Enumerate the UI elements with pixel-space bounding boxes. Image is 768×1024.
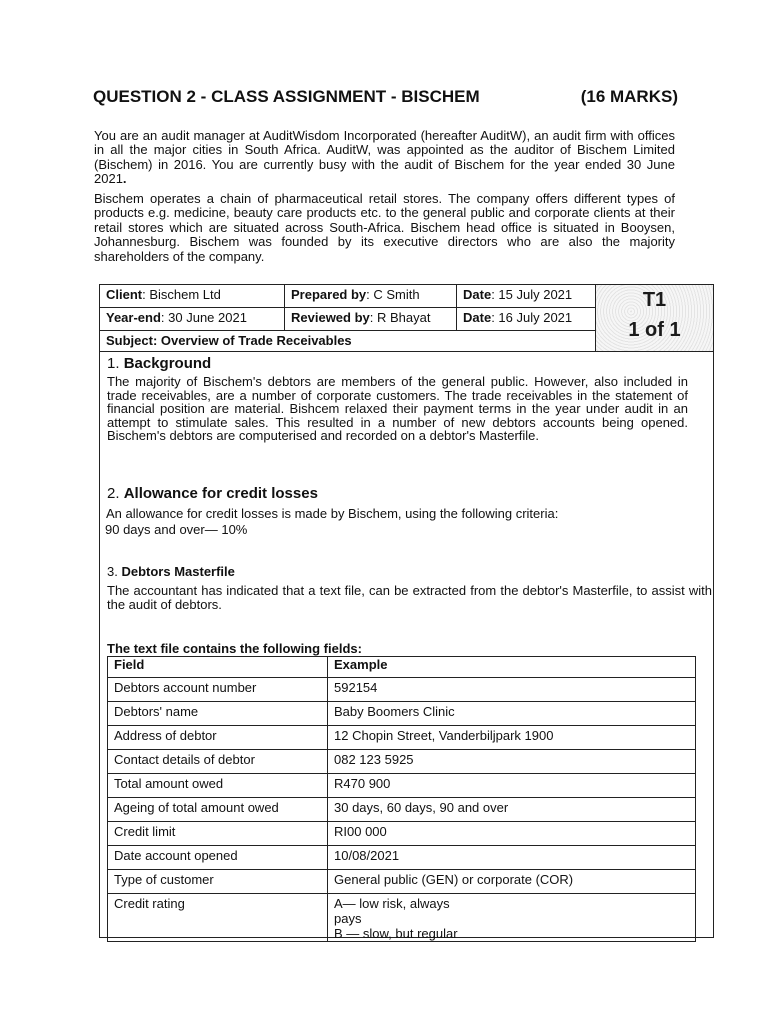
credit-rating-example: A— low risk, always pays B — slow, but regular <box>334 896 458 941</box>
date-prepared-label: Date <box>463 287 492 302</box>
field-name-cell: Address of debtor <box>108 726 328 750</box>
question-title: QUESTION 2 - CLASS ASSIGNMENT - BISCHEM <box>93 87 480 106</box>
reviewed-label: Reviewed by <box>291 310 370 325</box>
field-name-cell: Total amount owed <box>108 774 328 798</box>
section-3-body: The accountant has indicated that a text file, can be extracted from the debtor's Masterfile, to assist with the audit of debtors. <box>107 583 712 612</box>
table-header-row <box>108 657 696 678</box>
intro-period: . <box>122 171 127 187</box>
client-cell <box>99 284 285 308</box>
section-3-heading <box>107 564 235 579</box>
field-name-cell: Type of customer <box>108 870 328 894</box>
date-reviewed-value: : 16 July 2021 <box>491 310 573 325</box>
intro-text-1: You are an audit manager at AuditWisdom Incorporated (hereafter AuditW), an audit firm with offices in all the major cities in South Africa. AuditW, was appointed as the auditor of Bischem Limited (Bischem) in 2016. You are currently busy with the audit of Bischem for the year ended 30 June 2021 <box>94 128 675 187</box>
field-name-cell: Debtors account number <box>108 678 328 702</box>
section-2-line-2: 90 days and over— 10% <box>105 522 248 537</box>
column-header-example: Example <box>328 657 696 678</box>
page-count: 1 of 1 <box>628 319 681 341</box>
section-2-line-1: An allowance for credit losses is made by Bischem, using the following criteria: <box>106 506 559 521</box>
column-header-field: Field <box>108 657 328 678</box>
page-title <box>93 87 678 107</box>
reference-stamp <box>595 285 713 352</box>
marks-label: (16 MARKS) <box>580 87 678 106</box>
field-example-cell: General public (GEN) or corporate (COR) <box>328 870 696 894</box>
table-row <box>108 846 696 870</box>
field-example-cell <box>328 894 696 942</box>
yearend-value: : 30 June 2021 <box>160 310 247 325</box>
yearend-label: Year-end <box>106 310 161 325</box>
section-3-title: Debtors Masterfile <box>121 564 235 579</box>
date-prepared-value: : 15 July 2021 <box>491 287 573 302</box>
section-2-heading <box>107 485 318 502</box>
table-row <box>108 750 696 774</box>
field-example-cell: 12 Chopin Street, Vanderbiljpark 1900 <box>328 726 696 750</box>
field-name-cell: Credit rating <box>108 894 328 942</box>
field-name-cell: Date account opened <box>108 846 328 870</box>
intro-paragraph-1 <box>94 129 675 187</box>
client-value: : Bischem Ltd <box>142 287 221 302</box>
client-label: Client <box>106 287 143 302</box>
reference-code: T1 <box>642 289 667 311</box>
field-example-cell: 30 days, 60 days, 90 and over <box>328 798 696 822</box>
table-row <box>108 870 696 894</box>
field-name-cell: Debtors' name <box>108 702 328 726</box>
field-example-cell: R470 900 <box>328 774 696 798</box>
field-example-cell: 082 123 5925 <box>328 750 696 774</box>
section-1-heading <box>107 355 211 372</box>
date-prepared-cell <box>456 284 596 308</box>
field-example-cell: RI00 000 <box>328 822 696 846</box>
table-row <box>108 894 696 942</box>
table-row <box>108 678 696 702</box>
table-row <box>108 702 696 726</box>
field-name-cell: Contact details of debtor <box>108 750 328 774</box>
prepared-label: Prepared by <box>291 287 367 302</box>
table-row <box>108 798 696 822</box>
table-row <box>108 774 696 798</box>
yearend-cell <box>99 307 285 331</box>
table-intro: The text file contains the following fields: <box>107 641 362 656</box>
field-name-cell: Credit limit <box>108 822 328 846</box>
subject-cell: Subject: Overview of Trade Receivables <box>99 330 596 352</box>
prepared-value: : C Smith <box>366 287 420 302</box>
reviewed-value: : R Bhayat <box>369 310 431 325</box>
field-example-cell: 10/08/2021 <box>328 846 696 870</box>
intro-paragraph-2: Bischem operates a chain of pharmaceutical retail stores. The company offers different types of products e.g. medicine, beauty care products etc. to the general public and corporate clients at their retail stores which are situated across South-Africa. Bischem head office is situated in Booysen, Johannesburg. Bischem was founded by its executive directors who are also the majority shareholders of the company. <box>94 191 675 264</box>
fields-table <box>107 656 696 942</box>
date-reviewed-label: Date <box>463 310 492 325</box>
table-row <box>108 822 696 846</box>
date-reviewed-cell <box>456 307 596 331</box>
section-1-number: 1. <box>107 355 120 372</box>
section-1-title: Background <box>123 355 212 372</box>
table-row <box>108 726 696 750</box>
field-example-cell: 592154 <box>328 678 696 702</box>
field-example-cell: Baby Boomers Clinic <box>328 702 696 726</box>
section-2-title: Allowance for credit losses <box>123 485 318 502</box>
reviewed-cell <box>284 307 457 331</box>
section-3-number: 3. <box>107 564 118 579</box>
prepared-cell <box>284 284 457 308</box>
field-name-cell: Ageing of total amount owed <box>108 798 328 822</box>
section-2-number: 2. <box>107 485 120 502</box>
section-1-body: The majority of Bischem's debtors are members of the general public. However, also included in trade receivables, are a number of corporate customers. The trade receivables in the statement of financial position are material. Bishcem relaxed their payment terms in the year under audit in an attempt to stimulate sales. This resulted in a number of new debtors accounts being opened. Bischem's debtors are computerised and recorded on a debtor's Masterfile. <box>107 374 688 443</box>
